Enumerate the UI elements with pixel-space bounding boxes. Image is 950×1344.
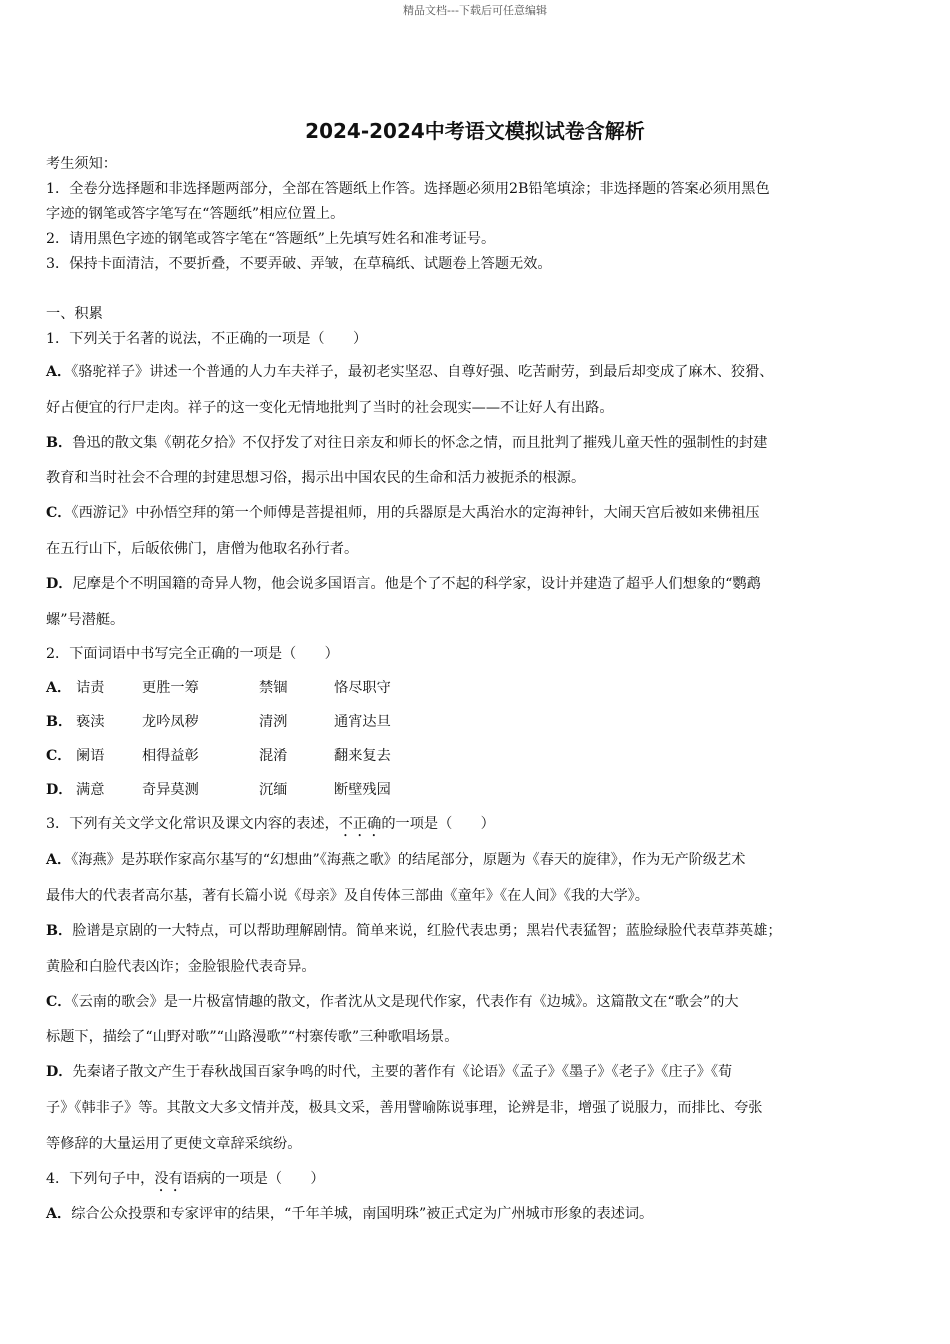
- option-text: 标题下，描绘了“山野对歌”“山路漫歌”“村寨传歌”三种歌唱场景。: [46, 1029, 459, 1045]
- option-label: A．: [46, 680, 72, 696]
- option-label: A．: [46, 1206, 72, 1222]
- option-word: 更胜一筹: [142, 680, 199, 696]
- question-1-line: [46, 609, 124, 629]
- question-1-line: [46, 361, 773, 381]
- notice-item: 3．保持卡面清洁，不要折叠，不要弄破、弄皱，在草稿纸、试题卷上答题无效。: [46, 256, 552, 272]
- option-label: A．: [46, 364, 72, 380]
- stem-emphasis: 不正确: [338, 816, 382, 832]
- option-text: 尼摩是个不明国籍的奇异人物，他会说多国语言。他是个了不起的科学家，设计并建造了超乎人们想象的“鹦鹉: [72, 576, 761, 592]
- option-label: B．: [46, 714, 73, 730]
- option-text: 《云南的歌会》是一片极富情趣的散文，作者沈从文是现代作家，代表作有《边城》。这篇散文在“歌会”的大: [71, 994, 739, 1010]
- option-text: 先秦诸子散文产生于春秋战国百家争鸣的时代，主要的著作有《论语》《孟子》《墨子》《老子》《庄子》《荀: [72, 1064, 733, 1080]
- question-3-line: [46, 1026, 458, 1046]
- option-text: 《西游记》中孙悟空拜的第一个师傅是菩提祖师，用的兵器原是大禹治水的定海神针，大闹天宫后被如来佛祖压: [71, 505, 760, 521]
- option-word: 翻来复去: [334, 748, 391, 764]
- option-label: C．: [46, 748, 72, 764]
- question-4-line: [46, 1203, 653, 1223]
- watermark: 精品文档---下载后可任意编辑: [403, 4, 547, 17]
- option-label: B．: [46, 923, 73, 939]
- option-text: 好占便宜的行尸走肉。祥子的这一变化无情地批判了当时的社会现实——不让好人有出路。: [46, 400, 614, 416]
- option-word: 禁锢: [259, 680, 288, 696]
- notice-item: 字迹的钢笔或答字笔写在“答题纸”相应位置上。: [46, 206, 345, 222]
- question-1-line: [46, 397, 614, 417]
- option-text: 《骆驼祥子》讲述一个普通的人力车夫祥子，最初老实坚忍、自尊好强、吃苦耐劳，到最后却变成了麻木、狡猾、: [71, 364, 774, 380]
- option-word: 龙吟凤秽: [142, 714, 199, 730]
- question-3-line: [46, 956, 316, 976]
- option-text: 在五行山下，后皈依佛门，唐僧为他取名孙行者。: [46, 541, 359, 557]
- option-text: 等修辞的大量运用了更使文章辞采缤纷。: [46, 1136, 302, 1152]
- option-text: 《海燕》是苏联作家高尔基写的“幻想曲”《海燕之歌》的结尾部分，原题为《春天的旋律》，作为无产阶级艺术: [71, 852, 746, 868]
- question-3-line: [46, 1133, 301, 1153]
- question-1-stem: 1．下列关于名著的说法，不正确的一项是（ ）: [46, 331, 368, 347]
- stem-text: 语病的一项是（ ）: [182, 1171, 325, 1187]
- option-word: 诘责: [76, 680, 105, 696]
- option-text: 最伟大的代表者高尔基，著有长篇小说《母亲》及自传体三部曲《童年》《在人间》《我的大学》。: [46, 888, 649, 904]
- option-text: 综合公众投票和专家评审的结果，“千年羊城，南国明珠”被正式定为广州城市形象的表述词。: [71, 1206, 654, 1222]
- option-label: D．: [46, 576, 73, 592]
- option-word: 相得益彰: [142, 748, 199, 764]
- question-2-option: [46, 677, 466, 697]
- question-3-line: [46, 1061, 732, 1081]
- notice-item: 1．全卷分选择题和非选择题两部分，全部在答题纸上作答。选择题必须用2B铅笔填涂；非选择题的答案必须用黑色: [46, 181, 770, 197]
- stem-text: 的一项是（ ）: [381, 816, 495, 832]
- option-word: 满意: [76, 782, 105, 798]
- question-1-line: [46, 432, 767, 452]
- section-heading: 一、积累: [46, 306, 103, 322]
- stem-emphasis: 没有: [154, 1171, 183, 1187]
- option-text: 子》《韩非子》等。其散文大多文情并茂，极具文采，善用譬喻陈说事理，论辨是非，增强了说服力，而排比、夸张: [46, 1100, 763, 1116]
- question-2-option: [46, 711, 466, 731]
- option-label: D．: [46, 782, 73, 798]
- question-1-line: [46, 573, 761, 593]
- question-1-line: [46, 502, 760, 522]
- option-word: 断壁残园: [334, 782, 391, 798]
- option-word: 阑语: [76, 748, 105, 764]
- question-2-option: [46, 779, 466, 799]
- question-2-option: [46, 745, 466, 765]
- option-word: 混淆: [259, 748, 288, 764]
- option-text: 黄脸和白脸代表凶诈；金脸银脸代表奇异。: [46, 959, 316, 975]
- question-1-line: [46, 467, 585, 487]
- option-text: 脸谱是京剧的一大特点，可以帮助理解剧情。简单来说，红脸代表忠勇；黑岩代表猛智；蓝脸绿脸代表草莽英雄；: [72, 923, 782, 939]
- question-3-line: [46, 1097, 762, 1117]
- question-3-line: [46, 991, 739, 1011]
- question-3-line: [46, 920, 782, 940]
- option-word: 恪尽职守: [334, 680, 391, 696]
- option-word: 奇异莫测: [142, 782, 199, 798]
- option-word: 通宵达旦: [334, 714, 391, 730]
- question-3-stem: [46, 813, 495, 840]
- page-title: 2024-2024中考语文模拟试卷含解析: [305, 119, 645, 143]
- option-label: A．: [46, 852, 72, 868]
- stem-text: 4．下列句子中，: [46, 1171, 155, 1187]
- option-text: 螺”号潜艇。: [46, 612, 125, 628]
- notice-item: 2．请用黑色字迹的钢笔或答字笔在“答题纸”上先填写姓名和准考证号。: [46, 231, 496, 247]
- option-text: 教育和当时社会不合理的封建思想习俗，揭示出中国农民的生命和活力被扼杀的根源。: [46, 470, 586, 486]
- question-3-line: [46, 849, 745, 869]
- notice-heading: 考生须知：: [46, 156, 117, 172]
- stem-text: 3．下列有关文学文化常识及课文内容的表述，: [46, 816, 339, 832]
- option-word: 清洌: [259, 714, 288, 730]
- option-word: 亵渎: [76, 714, 105, 730]
- option-text: 鲁迅的散文集《朝花夕拾》不仅抒发了对往日亲友和师长的怀念之情，而且批判了摧残儿童天性的强制性的封建: [72, 435, 768, 451]
- question-4-stem: [46, 1168, 325, 1195]
- option-label: C．: [46, 505, 72, 521]
- option-label: B．: [46, 435, 73, 451]
- option-label: C．: [46, 994, 72, 1010]
- question-1-line: [46, 538, 358, 558]
- question-3-line: [46, 885, 649, 905]
- option-word: 沉缅: [259, 782, 288, 798]
- question-2-stem: 2．下面词语中书写完全正确的一项是（ ）: [46, 646, 339, 662]
- option-label: D．: [46, 1064, 73, 1080]
